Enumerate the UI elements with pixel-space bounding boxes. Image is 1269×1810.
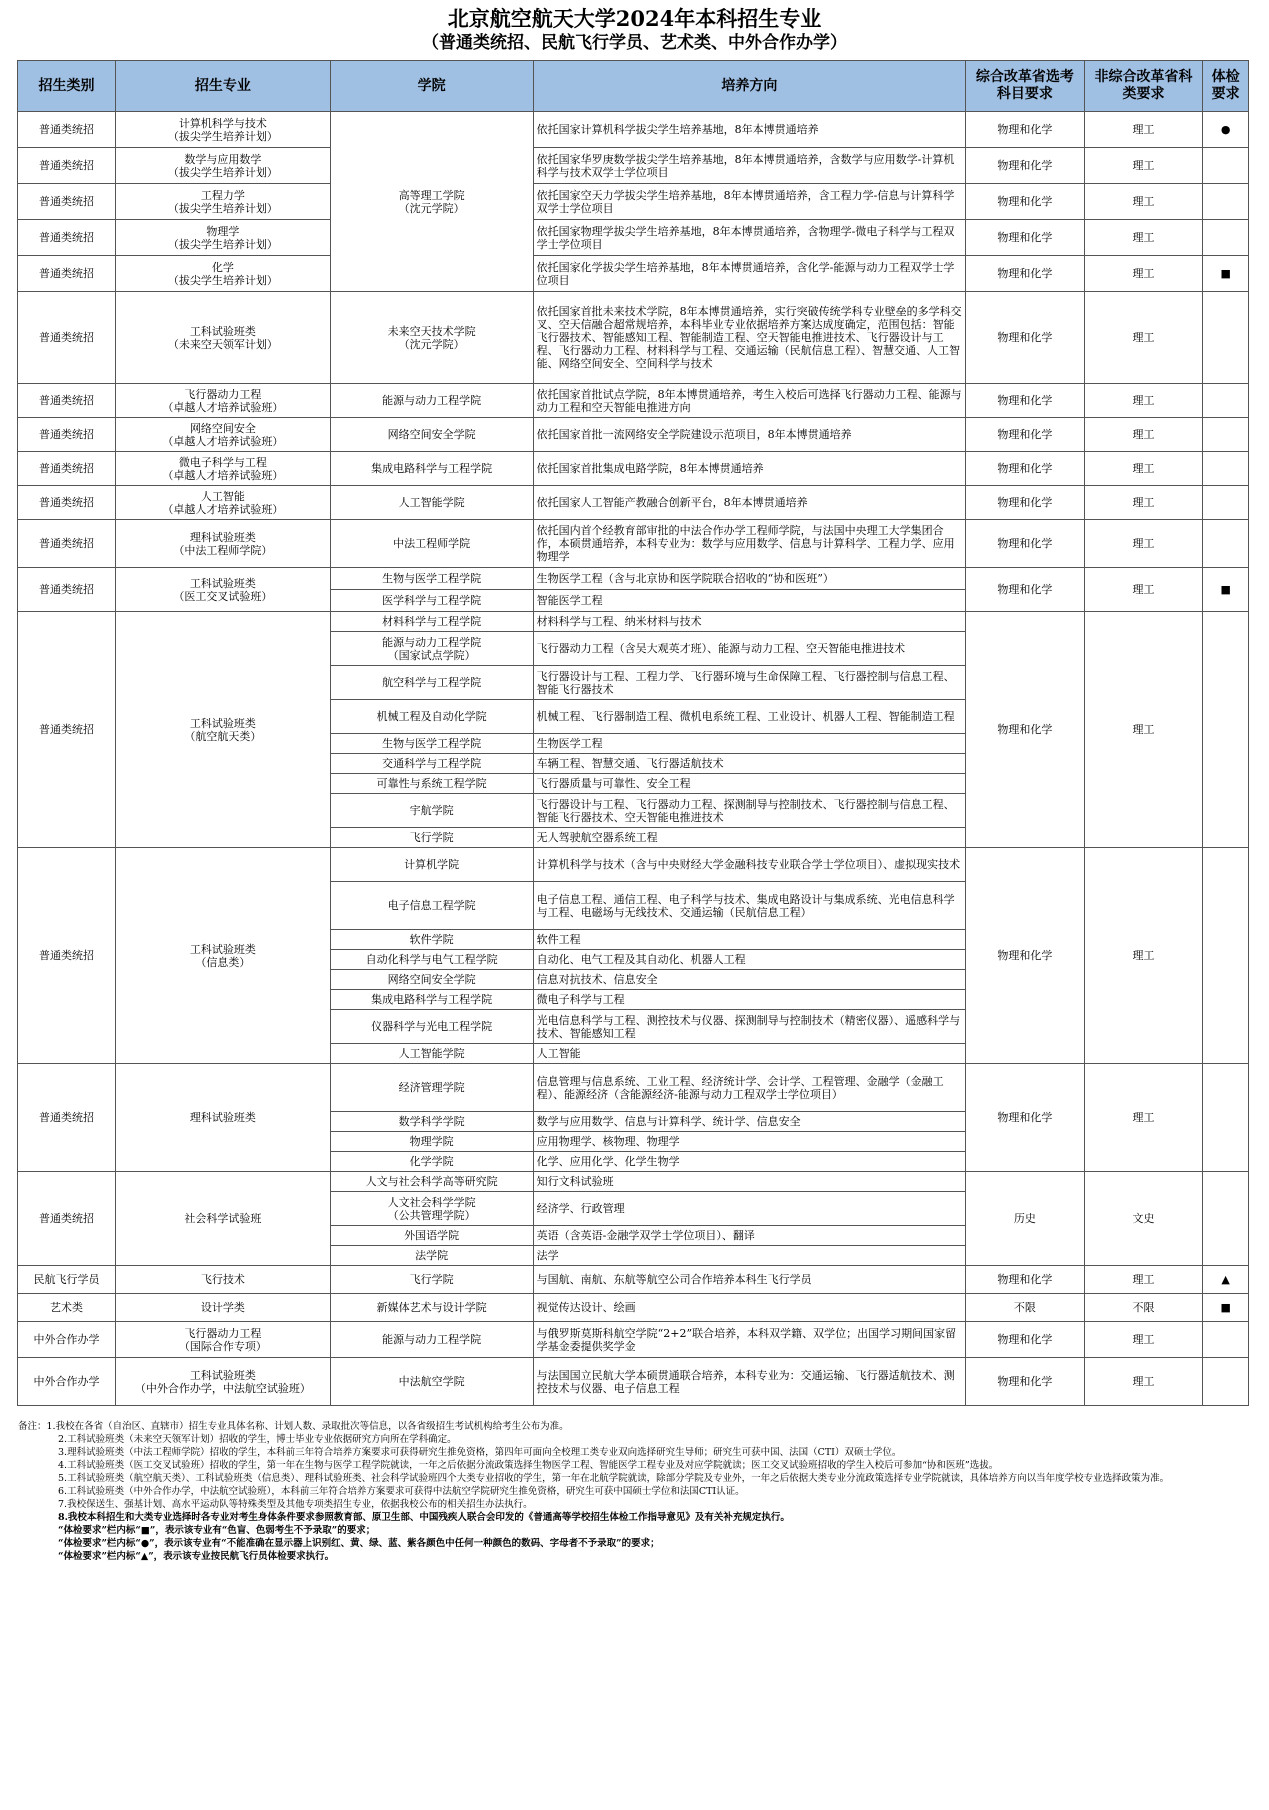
- college-cell: 交通科学与工程学院: [330, 754, 533, 774]
- note-line: 8.我校本科招生和大类专业选择时各专业对考生身体条件要求参照教育部、原卫生部、中国残疾人联合会印发的《普通高等学校招生体检工作指导意见》及有关补充规定执行。: [58, 1512, 790, 1523]
- physical-req-cell: [1203, 1064, 1249, 1172]
- major-cell: 飞行技术: [116, 1266, 330, 1294]
- category-cell: 普通类统招: [18, 292, 116, 384]
- direction-cell: 法学: [533, 1246, 965, 1266]
- category-cell: 民航飞行学员: [18, 1266, 116, 1294]
- table-row: [18, 1172, 1249, 1192]
- college-cell: 电子信息工程学院: [330, 882, 533, 930]
- physical-req-cell: [1203, 292, 1249, 384]
- track-req-cell: 理工: [1084, 384, 1203, 418]
- table-row: [18, 220, 1249, 256]
- direction-cell: 英语（含英语-金融学双学士学位项目）、翻译: [533, 1226, 965, 1246]
- table-row: [18, 1358, 1249, 1406]
- physical-req-cell: ■: [1203, 256, 1249, 292]
- college-cell: 经济管理学院: [330, 1064, 533, 1112]
- college-cell: 宇航学院: [330, 794, 533, 828]
- table-row: [18, 1294, 1249, 1322]
- physical-req-cell: [1203, 384, 1249, 418]
- track-req-cell: 理工: [1084, 220, 1203, 256]
- category-cell: 普通类统招: [18, 256, 116, 292]
- page-header: [0, 0, 1269, 54]
- direction-cell: 与法国国立民航大学本硕贯通联合培养，本科专业为：交通运输、飞行器适航技术、测控技术与仪器、电子信息工程: [533, 1358, 965, 1406]
- direction-cell: 飞行器动力工程（含吴大观英才班）、能源与动力工程、空天智能电推进技术: [533, 632, 965, 666]
- track-req-cell: 理工: [1084, 148, 1203, 184]
- category-cell: 中外合作办学: [18, 1322, 116, 1358]
- physical-req-cell: [1203, 452, 1249, 486]
- direction-cell: 软件工程: [533, 930, 965, 950]
- college-cell: 高等理工学院 （沈元学院）: [330, 112, 533, 292]
- major-cell: 理科试验班类 （中法工程师学院）: [116, 520, 330, 568]
- direction-cell: 依托国家人工智能产教融合创新平台，8年本博贯通培养: [533, 486, 965, 520]
- physical-req-cell: [1203, 418, 1249, 452]
- category-cell: 普通类统招: [18, 112, 116, 148]
- college-cell: 法学院: [330, 1246, 533, 1266]
- subject-req-cell: 物理和化学: [966, 520, 1085, 568]
- college-cell: 医学科学与工程学院: [330, 590, 533, 612]
- note-line: “体检要求”栏内标“●”，表示该专业有“不能准确在显示器上识别红、黄、绿、蓝、紫各颜色中任何一种颜色的数码、字母者不予录取”的要求；: [58, 1538, 660, 1549]
- college-cell: 飞行学院: [330, 1266, 533, 1294]
- subject-req-cell: 物理和化学: [966, 1064, 1085, 1172]
- major-cell: 微电子科学与工程 （卓越人才培养试验班）: [116, 452, 330, 486]
- direction-cell: 自动化、电气工程及其自动化、机器人工程: [533, 950, 965, 970]
- category-cell: 普通类统招: [18, 520, 116, 568]
- table-row: [18, 1266, 1249, 1294]
- physical-req-cell: ●: [1203, 112, 1249, 148]
- major-cell: 数学与应用数学 （拔尖学生培养计划）: [116, 148, 330, 184]
- college-cell: 航空科学与工程学院: [330, 666, 533, 700]
- subject-req-cell: 物理和化学: [966, 112, 1085, 148]
- direction-cell: 依托国家首批试点学院，8年本博贯通培养，考生入校后可选择飞行器动力工程、能源与动力工程和空天智能电推进方向: [533, 384, 965, 418]
- category-cell: 普通类统招: [18, 220, 116, 256]
- category-cell: 普通类统招: [18, 184, 116, 220]
- track-req-cell: 理工: [1084, 520, 1203, 568]
- direction-cell: 依托国家首批一流网络安全学院建设示范项目，8年本博贯通培养: [533, 418, 965, 452]
- track-req-cell: 理工: [1084, 184, 1203, 220]
- track-req-cell: 理工: [1084, 486, 1203, 520]
- direction-cell: 依托国家化学拔尖学生培养基地，8年本博贯通培养，含化学-能源与动力工程双学士学位项目: [533, 256, 965, 292]
- table-row: [18, 112, 1249, 148]
- category-cell: 普通类统招: [18, 486, 116, 520]
- category-cell: 普通类统招: [18, 848, 116, 1064]
- track-req-cell: 文史: [1084, 1172, 1203, 1266]
- subject-req-cell: 历史: [966, 1172, 1085, 1266]
- direction-cell: 生物医学工程（含与北京协和医学院联合招收的“协和医班”）: [533, 568, 965, 590]
- college-cell: 集成电路科学与工程学院: [330, 452, 533, 486]
- direction-cell: 知行文科试验班: [533, 1172, 965, 1192]
- major-cell: 人工智能 （卓越人才培养试验班）: [116, 486, 330, 520]
- direction-cell: 车辆工程、智慧交通、飞行器适航技术: [533, 754, 965, 774]
- table-row: [18, 1064, 1249, 1112]
- header-cell: 非综合改革省科类要求: [1084, 61, 1203, 112]
- direction-cell: 依托国内首个经教育部审批的中法合作办学工程师学院，与法国中央理工大学集团合作，本硕贯通培养，本科专业为：数学与应用数学、信息与计算科学、工程力学、应用物理学: [533, 520, 965, 568]
- direction-cell: 机械工程、飞行器制造工程、微机电系统工程、工业设计、机器人工程、智能制造工程: [533, 700, 965, 734]
- direction-cell: 微电子科学与工程: [533, 990, 965, 1010]
- note-line: 3.理科试验班类（中法工程师学院）招收的学生，本科前三年符合培养方案要求可获得研究生推免资格，第四年可面向全校理工类专业双向选择研究生导师；研究生可获中国、法国（CTI）双硕士学位。: [58, 1447, 902, 1458]
- note-line: 5.工科试验班类（航空航天类）、工科试验班类（信息类）、理科试验班类、社会科学试验班四个大类专业招收的学生，第一年在北航学院就读，除部分学院及专业外，一年之后依据大类专业分流政策选择专业学院就读，具体培养方向以当年度学校专业选择政策为准。: [58, 1473, 1170, 1484]
- page-title: 北京航空航天大学2024年本科招生专业: [447, 6, 822, 31]
- major-cell: 计算机科学与技术 （拔尖学生培养计划）: [116, 112, 330, 148]
- college-cell: 能源与动力工程学院: [330, 1322, 533, 1358]
- category-cell: 艺术类: [18, 1294, 116, 1322]
- direction-cell: 化学、应用化学、化学生物学: [533, 1152, 965, 1172]
- subject-req-cell: 物理和化学: [966, 184, 1085, 220]
- table-row: [18, 148, 1249, 184]
- college-cell: 人文社会科学学院 （公共管理学院）: [330, 1192, 533, 1226]
- college-cell: 化学学院: [330, 1152, 533, 1172]
- track-req-cell: 理工: [1084, 1358, 1203, 1406]
- header-cell: 学院: [330, 61, 533, 112]
- subject-req-cell: 不限: [966, 1294, 1085, 1322]
- major-cell: 工程力学 （拔尖学生培养计划）: [116, 184, 330, 220]
- college-cell: 计算机学院: [330, 848, 533, 882]
- table-row: [18, 486, 1249, 520]
- direction-cell: 智能医学工程: [533, 590, 965, 612]
- table-row: [18, 520, 1249, 568]
- college-cell: 中法工程师学院: [330, 520, 533, 568]
- track-req-cell: 理工: [1084, 1322, 1203, 1358]
- major-cell: 物理学 （拔尖学生培养计划）: [116, 220, 330, 256]
- note-line: 4.工科试验班类（医工交叉试验班）招收的学生，第一年在生物与医学工程学院就读，一年之后依据分流政策选择生物医学工程、智能医学工程专业及对应学院就读；医工交叉试验班招收的学生入校后可参加“协和医班”选拔。: [58, 1460, 999, 1471]
- direction-cell: 信息管理与信息系统、工业工程、经济统计学、会计学、工程管理、金融学（金融工程）、能源经济（含能源经济-能源与动力工程双学士学位项目）: [533, 1064, 965, 1112]
- category-cell: 普通类统招: [18, 452, 116, 486]
- table-row: [18, 384, 1249, 418]
- direction-cell: 电子信息工程、通信工程、电子科学与技术、集成电路设计与集成系统、光电信息科学与工程、电磁场与无线技术、交通运输（民航信息工程）: [533, 882, 965, 930]
- college-cell: 外国语学院: [330, 1226, 533, 1246]
- college-cell: 生物与医学工程学院: [330, 734, 533, 754]
- track-req-cell: 理工: [1084, 112, 1203, 148]
- direction-cell: 视觉传达设计、绘画: [533, 1294, 965, 1322]
- direction-cell: 依托国家首批集成电路学院，8年本博贯通培养: [533, 452, 965, 486]
- direction-cell: 信息对抗技术、信息安全: [533, 970, 965, 990]
- major-cell: 飞行器动力工程 （卓越人才培养试验班）: [116, 384, 330, 418]
- direction-cell: 飞行器设计与工程、飞行器动力工程、探测制导与控制技术、飞行器控制与信息工程、智能飞行器技术、空天智能电推进技术: [533, 794, 965, 828]
- note-line: 6.工科试验班类（中外合作办学，中法航空试验班），本科前三年符合培养方案要求可获得中法航空学院研究生推免资格，研究生可获中国硕士学位和法国CTI认证。: [58, 1486, 745, 1497]
- header-cell: 招生类别: [18, 61, 116, 112]
- header-cell: 培养方向: [533, 61, 965, 112]
- college-cell: 人工智能学院: [330, 486, 533, 520]
- header-cell: 体检要求: [1203, 61, 1249, 112]
- physical-req-cell: [1203, 1322, 1249, 1358]
- table-body: [18, 112, 1249, 1406]
- major-cell: 飞行器动力工程 （国际合作专项）: [116, 1322, 330, 1358]
- direction-cell: 经济学、行政管理: [533, 1192, 965, 1226]
- track-req-cell: 理工: [1084, 418, 1203, 452]
- direction-cell: 与国航、南航、东航等航空公司合作培养本科生飞行学员: [533, 1266, 965, 1294]
- table-row: [18, 418, 1249, 452]
- major-cell: 理科试验班类: [116, 1064, 330, 1172]
- track-req-cell: 理工: [1084, 568, 1203, 612]
- subject-req-cell: 物理和化学: [966, 1358, 1085, 1406]
- college-cell: 软件学院: [330, 930, 533, 950]
- page-subtitle: （普通类统招、民航飞行学员、艺术类、中外合作办学）: [422, 33, 847, 53]
- college-cell: 仪器科学与光电工程学院: [330, 1010, 533, 1044]
- major-cell: 工科试验班类 （未来空天领军计划）: [116, 292, 330, 384]
- college-cell: 自动化科学与电气工程学院: [330, 950, 533, 970]
- physical-req-cell: [1203, 612, 1249, 848]
- note-line: “体检要求”栏内标“■”，表示该专业有“色盲、色弱考生不予录取”的要求；: [58, 1525, 376, 1536]
- note-line: “体检要求”栏内标“▲”，表示该专业按民航飞行员体检要求执行。: [58, 1551, 335, 1562]
- subject-req-cell: 物理和化学: [966, 1322, 1085, 1358]
- category-cell: 普通类统招: [18, 384, 116, 418]
- subject-req-cell: 物理和化学: [966, 452, 1085, 486]
- direction-cell: 飞行器设计与工程、工程力学、飞行器环境与生命保障工程、飞行器控制与信息工程、智能飞行器技术: [533, 666, 965, 700]
- table-row: [18, 256, 1249, 292]
- college-cell: 机械工程及自动化学院: [330, 700, 533, 734]
- physical-req-cell: [1203, 486, 1249, 520]
- subject-req-cell: 物理和化学: [966, 418, 1085, 452]
- subject-req-cell: 物理和化学: [966, 384, 1085, 418]
- major-cell: 网络空间安全 （卓越人才培养试验班）: [116, 418, 330, 452]
- physical-req-cell: [1203, 220, 1249, 256]
- table-header-row: [18, 61, 1249, 112]
- direction-cell: 光电信息科学与工程、测控技术与仪器、探测制导与控制技术（精密仪器）、遥感科学与技术、智能感知工程: [533, 1010, 965, 1044]
- table-row: [18, 568, 1249, 590]
- header-cell: 综合改革省选考科目要求: [966, 61, 1085, 112]
- direction-cell: 依托国家空天力学拔尖学生培养基地，8年本博贯通培养，含工程力学-信息与计算科学双学士学位项目: [533, 184, 965, 220]
- admissions-table: [17, 60, 1249, 1406]
- college-cell: 飞行学院: [330, 828, 533, 848]
- direction-cell: 依托国家首批未来技术学院，8年本博贯通培养，实行突破传统学科专业壁垒的多学科交叉、空天信融合超常规培养，本科毕业专业依据培养方案达成度确定，范围包括：智能飞行器技术、智能感知工程、智能制造工程、空天智能电推进技术、飞行器设计与工程、飞行器动力工程、材料科学与工程、交通运输（民航信息工程）、智慧交通、人工智能、网络空间安全、空间科学与技术: [533, 292, 965, 384]
- physical-req-cell: [1203, 148, 1249, 184]
- category-cell: 普通类统招: [18, 612, 116, 848]
- major-cell: 社会科学试验班: [116, 1172, 330, 1266]
- subject-req-cell: 物理和化学: [966, 220, 1085, 256]
- note-line: 备注：1.我校在各省（自治区、直辖市）招生专业具体名称、计划人数、录取批次等信息，以各省级招生考试机构给考生公布为准。: [18, 1421, 569, 1432]
- college-cell: 材料科学与工程学院: [330, 612, 533, 632]
- college-cell: 能源与动力工程学院: [330, 384, 533, 418]
- table-row: [18, 292, 1249, 384]
- direction-cell: 计算机科学与技术（含与中央财经大学金融科技专业联合学士学位项目）、虚拟现实技术: [533, 848, 965, 882]
- college-cell: 数学科学学院: [330, 1112, 533, 1132]
- category-cell: 中外合作办学: [18, 1358, 116, 1406]
- subject-req-cell: 物理和化学: [966, 568, 1085, 612]
- note-line: 2.工科试验班类（未来空天领军计划）招收的学生，博士毕业专业依据研究方向所在学科确定。: [58, 1434, 457, 1445]
- category-cell: 普通类统招: [18, 418, 116, 452]
- major-cell: 工科试验班类 （航空航天类）: [116, 612, 330, 848]
- major-cell: 工科试验班类 （信息类）: [116, 848, 330, 1064]
- direction-cell: 依托国家物理学拔尖学生培养基地，8年本博贯通培养，含物理学-微电子科学与工程双学士学位项目: [533, 220, 965, 256]
- table-row: [18, 848, 1249, 882]
- physical-req-cell: ■: [1203, 1294, 1249, 1322]
- college-cell: 生物与医学工程学院: [330, 568, 533, 590]
- direction-cell: 材料科学与工程、纳米材料与技术: [533, 612, 965, 632]
- major-cell: 设计学类: [116, 1294, 330, 1322]
- track-req-cell: 理工: [1084, 452, 1203, 486]
- physical-req-cell: [1203, 1172, 1249, 1266]
- direction-cell: 无人驾驶航空器系统工程: [533, 828, 965, 848]
- track-req-cell: 理工: [1084, 292, 1203, 384]
- table-row: [18, 184, 1249, 220]
- direction-cell: 飞行器质量与可靠性、安全工程: [533, 774, 965, 794]
- college-cell: 网络空间安全学院: [330, 418, 533, 452]
- category-cell: 普通类统招: [18, 1172, 116, 1266]
- college-cell: 能源与动力工程学院 （国家试点学院）: [330, 632, 533, 666]
- college-cell: 可靠性与系统工程学院: [330, 774, 533, 794]
- physical-req-cell: [1203, 848, 1249, 1064]
- college-cell: 人工智能学院: [330, 1044, 533, 1064]
- physical-req-cell: ■: [1203, 568, 1249, 612]
- physical-req-cell: ▲: [1203, 1266, 1249, 1294]
- subject-req-cell: 物理和化学: [966, 256, 1085, 292]
- direction-cell: 与俄罗斯莫斯科航空学院“2+2”联合培养，本科双学籍、双学位；出国学习期间国家留学基金委提供奖学金: [533, 1322, 965, 1358]
- direction-cell: 依托国家计算机科学拔尖学生培养基地，8年本博贯通培养: [533, 112, 965, 148]
- category-cell: 普通类统招: [18, 148, 116, 184]
- direction-cell: 人工智能: [533, 1044, 965, 1064]
- header-cell: 招生专业: [116, 61, 330, 112]
- track-req-cell: 不限: [1084, 1294, 1203, 1322]
- subject-req-cell: 物理和化学: [966, 1266, 1085, 1294]
- college-cell: 网络空间安全学院: [330, 970, 533, 990]
- major-cell: 工科试验班类 （中外合作办学，中法航空试验班）: [116, 1358, 330, 1406]
- track-req-cell: 理工: [1084, 256, 1203, 292]
- table-row: [18, 612, 1249, 632]
- subject-req-cell: 物理和化学: [966, 848, 1085, 1064]
- track-req-cell: 理工: [1084, 1266, 1203, 1294]
- notes-section: [18, 1420, 1250, 1563]
- direction-cell: 数学与应用数学、信息与计算科学、统计学、信息安全: [533, 1112, 965, 1132]
- physical-req-cell: [1203, 1358, 1249, 1406]
- college-cell: 人文与社会科学高等研究院: [330, 1172, 533, 1192]
- college-cell: 集成电路科学与工程学院: [330, 990, 533, 1010]
- track-req-cell: 理工: [1084, 612, 1203, 848]
- track-req-cell: 理工: [1084, 848, 1203, 1064]
- table-row: [18, 452, 1249, 486]
- college-cell: 物理学院: [330, 1132, 533, 1152]
- track-req-cell: 理工: [1084, 1064, 1203, 1172]
- physical-req-cell: [1203, 520, 1249, 568]
- table-row: [18, 1322, 1249, 1358]
- subject-req-cell: 物理和化学: [966, 148, 1085, 184]
- direction-cell: 生物医学工程: [533, 734, 965, 754]
- direction-cell: 应用物理学、核物理、物理学: [533, 1132, 965, 1152]
- direction-cell: 依托国家华罗庚数学拔尖学生培养基地，8年本博贯通培养，含数学与应用数学-计算机科学与技术双学士学位项目: [533, 148, 965, 184]
- college-cell: 新媒体艺术与设计学院: [330, 1294, 533, 1322]
- college-cell: 未来空天技术学院 （沈元学院）: [330, 292, 533, 384]
- subject-req-cell: 物理和化学: [966, 292, 1085, 384]
- major-cell: 工科试验班类 （医工交叉试验班）: [116, 568, 330, 612]
- subject-req-cell: 物理和化学: [966, 486, 1085, 520]
- college-cell: 中法航空学院: [330, 1358, 533, 1406]
- subject-req-cell: 物理和化学: [966, 612, 1085, 848]
- physical-req-cell: [1203, 184, 1249, 220]
- category-cell: 普通类统招: [18, 568, 116, 612]
- note-line: 7.我校保送生、强基计划、高水平运动队等特殊类型及其他专项类招生专业，依据我校公布的相关招生办法执行。: [58, 1499, 533, 1510]
- category-cell: 普通类统招: [18, 1064, 116, 1172]
- major-cell: 化学 （拔尖学生培养计划）: [116, 256, 330, 292]
